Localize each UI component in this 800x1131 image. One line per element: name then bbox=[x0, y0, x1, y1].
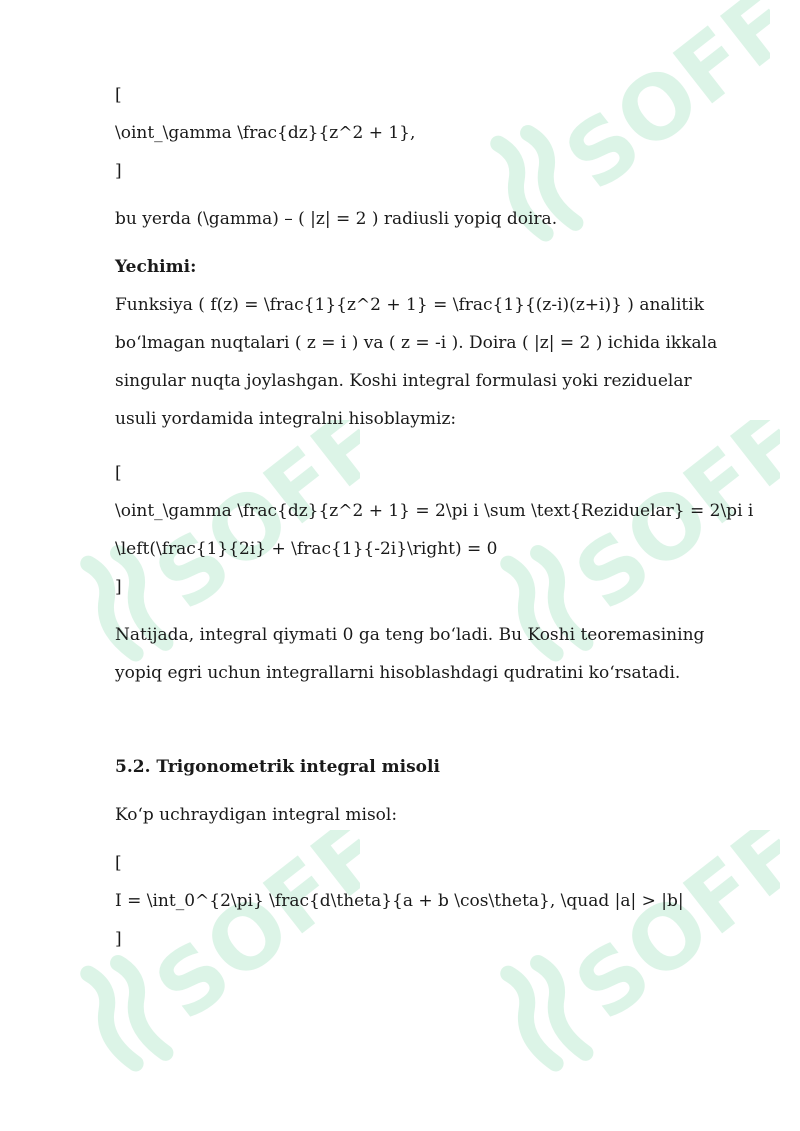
formula-bracket-open: [ bbox=[115, 463, 122, 483]
formula-contour-integral: \oint_\gamma \frac{dz}{z^2 + 1}, bbox=[115, 123, 416, 143]
paragraph-line: usuli yordamida integralni hisoblaymiz: bbox=[115, 409, 457, 429]
document-page bbox=[115, 76, 765, 958]
paragraph-gamma-definition: bu yerda (\gamma) – ( |z| = 2 ) radiusli yopiq doira. bbox=[115, 209, 558, 229]
formula-bracket-close: ] bbox=[115, 577, 122, 597]
formula-bracket-close: ] bbox=[115, 929, 122, 949]
paragraph-line: yopiq egri uchun integrallarni hisoblashdagi qudratini ko‘rsatadi. bbox=[115, 663, 681, 683]
formula-bracket-open: [ bbox=[115, 85, 122, 105]
formula-residue-line-2: \left(\frac{1}{2i} + \frac{1}{-2i}\right) = 0 bbox=[115, 539, 498, 559]
formula-trig-integral: I = \int_0^{2\pi} \frac{d\theta}{a + b \cos\theta}, \quad |a| > |b| bbox=[115, 891, 684, 911]
section-heading: 5.2. Trigonometrik integral misoli bbox=[115, 757, 440, 777]
paragraph-line: Funksiya ( f(z) = \frac{1}{z^2 + 1} = \frac{1}{(z-i)(z+i)} ) analitik bbox=[115, 295, 705, 315]
formula-bracket-open: [ bbox=[115, 853, 122, 873]
paragraph-intro: Ko‘p uchraydigan integral misol: bbox=[115, 805, 398, 825]
paragraph-line: Natijada, integral qiymati 0 ga teng bo‘ladi. Bu Koshi teoremasining bbox=[115, 625, 705, 645]
paragraph-line: singular nuqta joylashgan. Koshi integral formulasi yoki reziduelar bbox=[115, 371, 692, 391]
formula-residue-line-1: \oint_\gamma \frac{dz}{z^2 + 1} = 2\pi i \sum \text{Reziduelar} = 2\pi i bbox=[115, 501, 754, 521]
solution-label: Yechimi: bbox=[115, 257, 197, 277]
formula-bracket-close: ] bbox=[115, 161, 122, 181]
paragraph-line: bo‘lmagan nuqtalari ( z = i ) va ( z = -i ). Doira ( |z| = 2 ) ichida ikkala bbox=[115, 333, 718, 353]
